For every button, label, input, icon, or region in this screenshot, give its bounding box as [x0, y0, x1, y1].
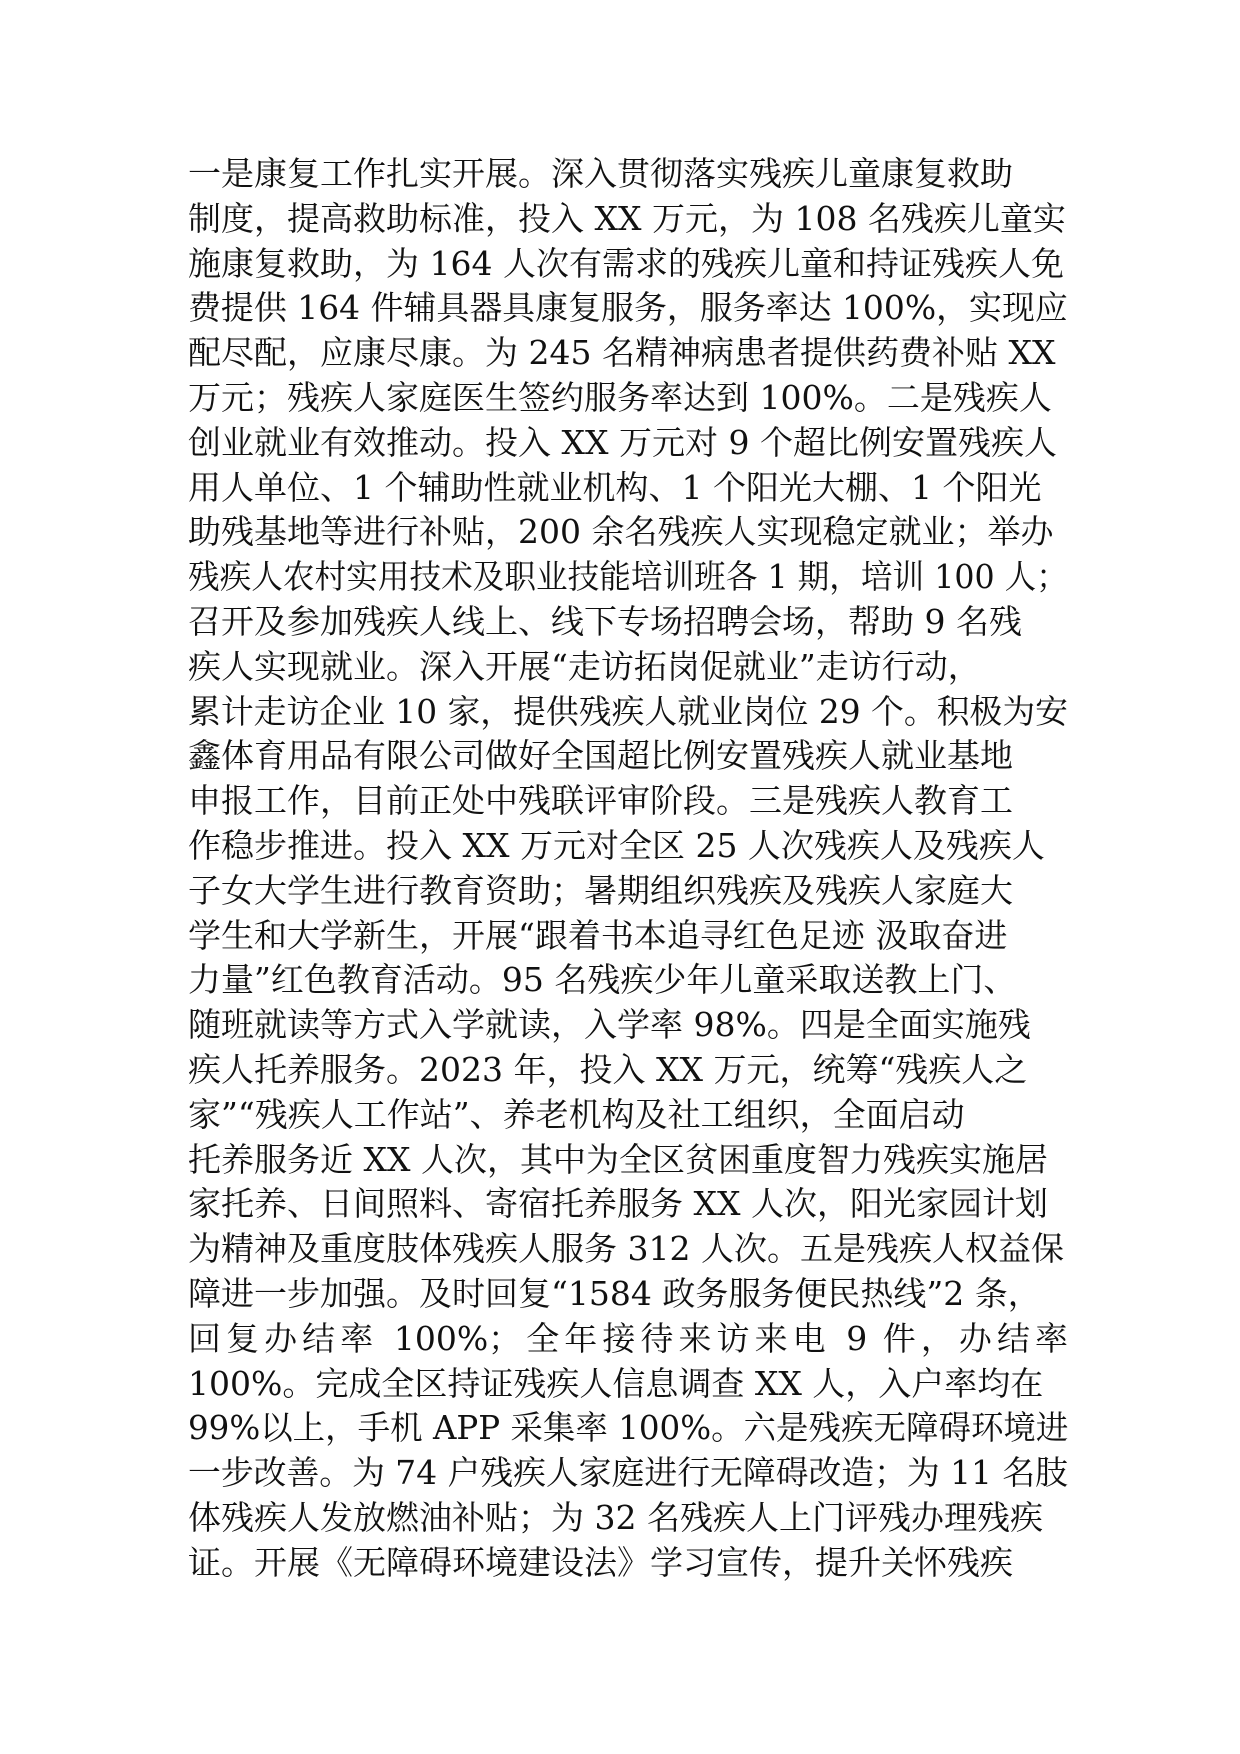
text-line: 体残疾人发放燃油补贴；为 32 名残疾人上门评残办理残疾 — [188, 1497, 1043, 1537]
text-line: 家托养、日间照料、寄宿托养服务 XX 人次，阳光家园计划 — [188, 1184, 1048, 1224]
text-line: 疾人实现就业。深入开展“走访拓岗促就业”走访行动， — [188, 646, 981, 686]
text-line: 力量”红色教育活动。95 名残疾少年儿童采取送教上门、 — [188, 960, 1017, 1000]
text-line: 残疾人农村实用技术及职业技能培训班各 1 期，培训 100 人； — [188, 557, 1068, 597]
text-line: 配尽配，应康尽康。为 245 名精神病患者提供药费补贴 XX — [188, 333, 1056, 373]
text-line: 回复办结率 100%；全年接待来访来电 9 件，办结率 — [188, 1318, 1068, 1358]
text-line: 助残基地等进行补贴，200 余名残疾人实现稳定就业；举办 — [188, 512, 1054, 552]
text-line: 托养服务近 XX 人次，其中为全区贫困重度智力残疾实施居 — [188, 1139, 1048, 1179]
text-line: 用人单位、1 个辅助性就业机构、1 个阳光大棚、1 个阳光 — [188, 467, 1042, 507]
text-line: 施康复救助，为 164 人次有需求的残疾儿童和持证残疾人免 — [188, 243, 1064, 283]
text-line: 万元；残疾人家庭医生签约服务率达到 100%。二是残疾人 — [188, 377, 1052, 417]
text-line: 家”“残疾人工作站”、养老机构及社工组织，全面启动 — [188, 1094, 965, 1134]
text-line: 一步改善。为 74 户残疾人家庭进行无障碍改造；为 11 名肢 — [188, 1453, 1068, 1493]
text-line: 累计走访企业 10 家，提供残疾人就业岗位 29 个。积极为安 — [188, 691, 1068, 731]
text-line: 制度，提高救助标准，投入 XX 万元，为 108 名残疾儿童实 — [188, 198, 1066, 238]
text-line: 鑫体育用品有限公司做好全国超比例安置残疾人就业基地 — [188, 736, 1013, 776]
text-line: 子女大学生进行教育资助；暑期组织残疾及残疾人家庭大 — [188, 870, 1013, 910]
text-line: 疾人托养服务。2023 年，投入 XX 万元，统筹“残疾人之 — [188, 1049, 1028, 1089]
text-line: 随班就读等方式入学就读，入学率 98%。四是全面实施残 — [188, 1005, 1031, 1045]
text-line: 100%。完成全区持证残疾人信息调查 XX 人，入户率均在 — [188, 1363, 1044, 1403]
text-line: 申报工作，目前正处中残联评审阶段。三是残疾人教育工 — [188, 781, 1013, 821]
text-line: 作稳步推进。投入 XX 万元对全区 25 人次残疾人及残疾人 — [188, 825, 1045, 865]
text-line: 为精神及重度肢体残疾人服务 312 人次。五是残疾人权益保 — [188, 1229, 1064, 1269]
text-line: 召开及参加残疾人线上、线下专场招聘会场，帮助 9 名残 — [188, 601, 1022, 641]
text-line: 证。开展《无障碍环境建设法》学习宣传，提升关怀残疾 — [188, 1542, 1013, 1582]
text-line: 一是康复工作扎实开展。深入贯彻落实残疾儿童康复救助 — [188, 154, 1013, 193]
body-paragraph — [188, 152, 1068, 1586]
text-line: 创业就业有效推动。投入 XX 万元对 9 个超比例安置残疾人 — [188, 422, 1057, 462]
text-line: 99%以上，手机 APP 采集率 100%。六是残疾无障碍环境进 — [188, 1408, 1069, 1448]
text-line: 费提供 164 件辅具器具康复服务，服务率达 100%，实现应 — [188, 288, 1068, 328]
text-line: 学生和大学新生，开展“跟着书本追寻红色足迹 汲取奋进 — [188, 915, 1008, 955]
text-line: 障进一步加强。及时回复“1584 政务服务便民热线”2 条， — [188, 1273, 1041, 1313]
